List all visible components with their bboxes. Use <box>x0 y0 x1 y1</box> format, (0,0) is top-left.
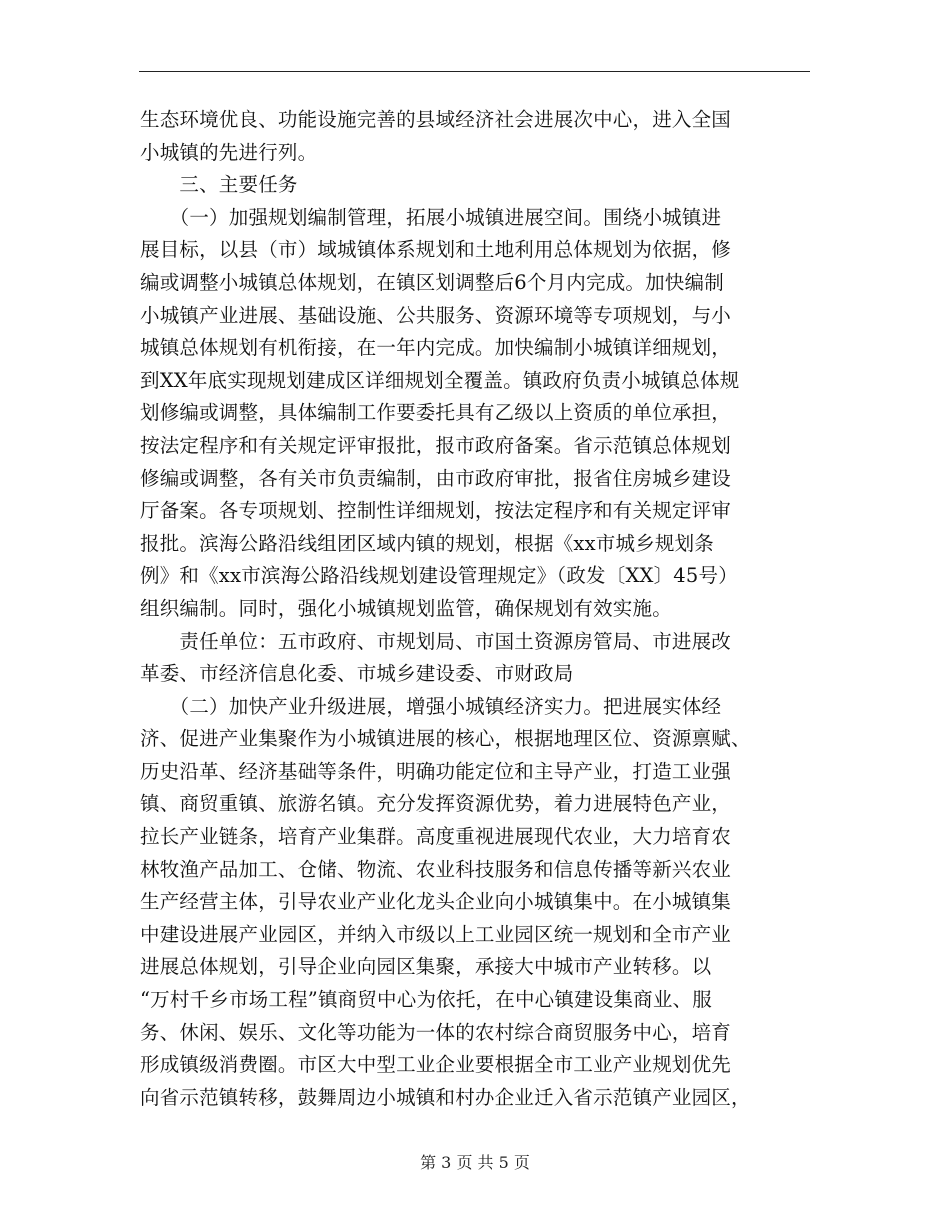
text-line: 向省示范镇转移，鼓舞周边小城镇和村办企业迁入省示范镇产业园区， <box>140 1085 751 1109</box>
text-line: 修编或调整，各有关市负责编制，由市政府审批，报省住房城乡建设 <box>140 466 732 490</box>
responsible-units-line: 责任单位：五市政府、市规划局、市国土资源房管局、市进展改 <box>140 629 732 653</box>
text-line: 中建设进展产业园区，并纳入市级以上工业园区统一规划和全市产业 <box>140 922 732 946</box>
text-line: 到XX年底实现规划建成区详细规划全覆盖。镇政府负责小城镇总体规 <box>140 368 740 392</box>
section-heading: 三、主要任务 <box>140 173 298 197</box>
text-line: 展目标，以县（市）域城镇体系规划和土地利用总体规划为依据，修 <box>140 238 732 262</box>
text-line: 小城镇的先进行列。 <box>140 140 318 164</box>
text-line: 厅备案。各专项规划、控制性详细规划，按法定程序和有关规定评审 <box>140 499 732 523</box>
text-line: 小城镇产业进展、基础设施、公共服务、资源环境等专项规划，与小 <box>140 303 732 327</box>
text-line: 按法定程序和有关规定评审报批，报市政府备案。省示范镇总体规划 <box>140 433 732 457</box>
text-line: （二）加快产业升级进展，增强小城镇经济实力。把进展实体经 <box>140 694 722 718</box>
page-number-footer: 第 3 页 共 5 页 <box>420 1153 530 1172</box>
header-divider <box>139 71 810 72</box>
text-line: 组织编制。同时，强化小城镇规划监管，确保规划有效实施。 <box>140 596 672 620</box>
text-line: 历史沿革、经济基础等条件，明确功能定位和主导产业，打造工业强 <box>140 759 732 783</box>
document-body <box>140 104 830 1114</box>
text-line: 镇、商贸重镇、旅游名镇。充分发挥资源优势，着力进展特色产业， <box>140 792 732 816</box>
text-line: 形成镇级消费圈。市区大中型工业企业要根据全市工业产业规划优先 <box>140 1053 732 1077</box>
text-line: 务、休闲、娱乐、文化等功能为一体的农村综合商贸服务中心，培育 <box>140 1020 732 1044</box>
text-line: （一）加强规划编制管理，拓展小城镇进展空间。围绕小城镇进 <box>140 205 722 229</box>
responsible-units-line: 革委、市经济信息化委、市城乡建设委、市财政局 <box>140 662 574 686</box>
text-line: 城镇总体规划有机衔接，在一年内完成。加快编制小城镇详细规划， <box>140 336 732 360</box>
text-line: 例》和《xx市滨海公路沿线规划建设管理规定》（政发〔XX〕45号） <box>140 564 738 588</box>
text-line: 生产经营主体，引导农业产业化龙头企业向小城镇集中。在小城镇集 <box>140 890 732 914</box>
text-line: 拉长产业链条，培育产业集群。高度重视进展现代农业，大力培育农 <box>140 825 732 849</box>
text-line: 济、促进产业集聚作为小城镇进展的核心，根据地理区位、资源禀赋、 <box>140 727 751 751</box>
text-line: 编或调整小城镇总体规划，在镇区划调整后6个月内完成。加快编制 <box>140 270 724 294</box>
text-line: “万村千乡市场工程”镇商贸中心为依托，在中心镇建设集商业、服 <box>140 988 712 1012</box>
text-line: 生态环境优良、功能设施完善的县域经济社会进展次中心，进入全国 <box>140 108 732 131</box>
text-line: 进展总体规划，引导企业向园区集聚，承接大中城市产业转移。以 <box>140 955 712 979</box>
text-line: 划修编或调整，具体编制工作要委托具有乙级以上资质的单位承担， <box>140 401 732 425</box>
text-line: 林牧渔产品加工、仓储、物流、农业科技服务和信息传播等新兴农业 <box>140 857 732 881</box>
text-line: 报批。滨海公路沿线组团区域内镇的规划，根据《xx市城乡规划条 <box>140 531 714 555</box>
